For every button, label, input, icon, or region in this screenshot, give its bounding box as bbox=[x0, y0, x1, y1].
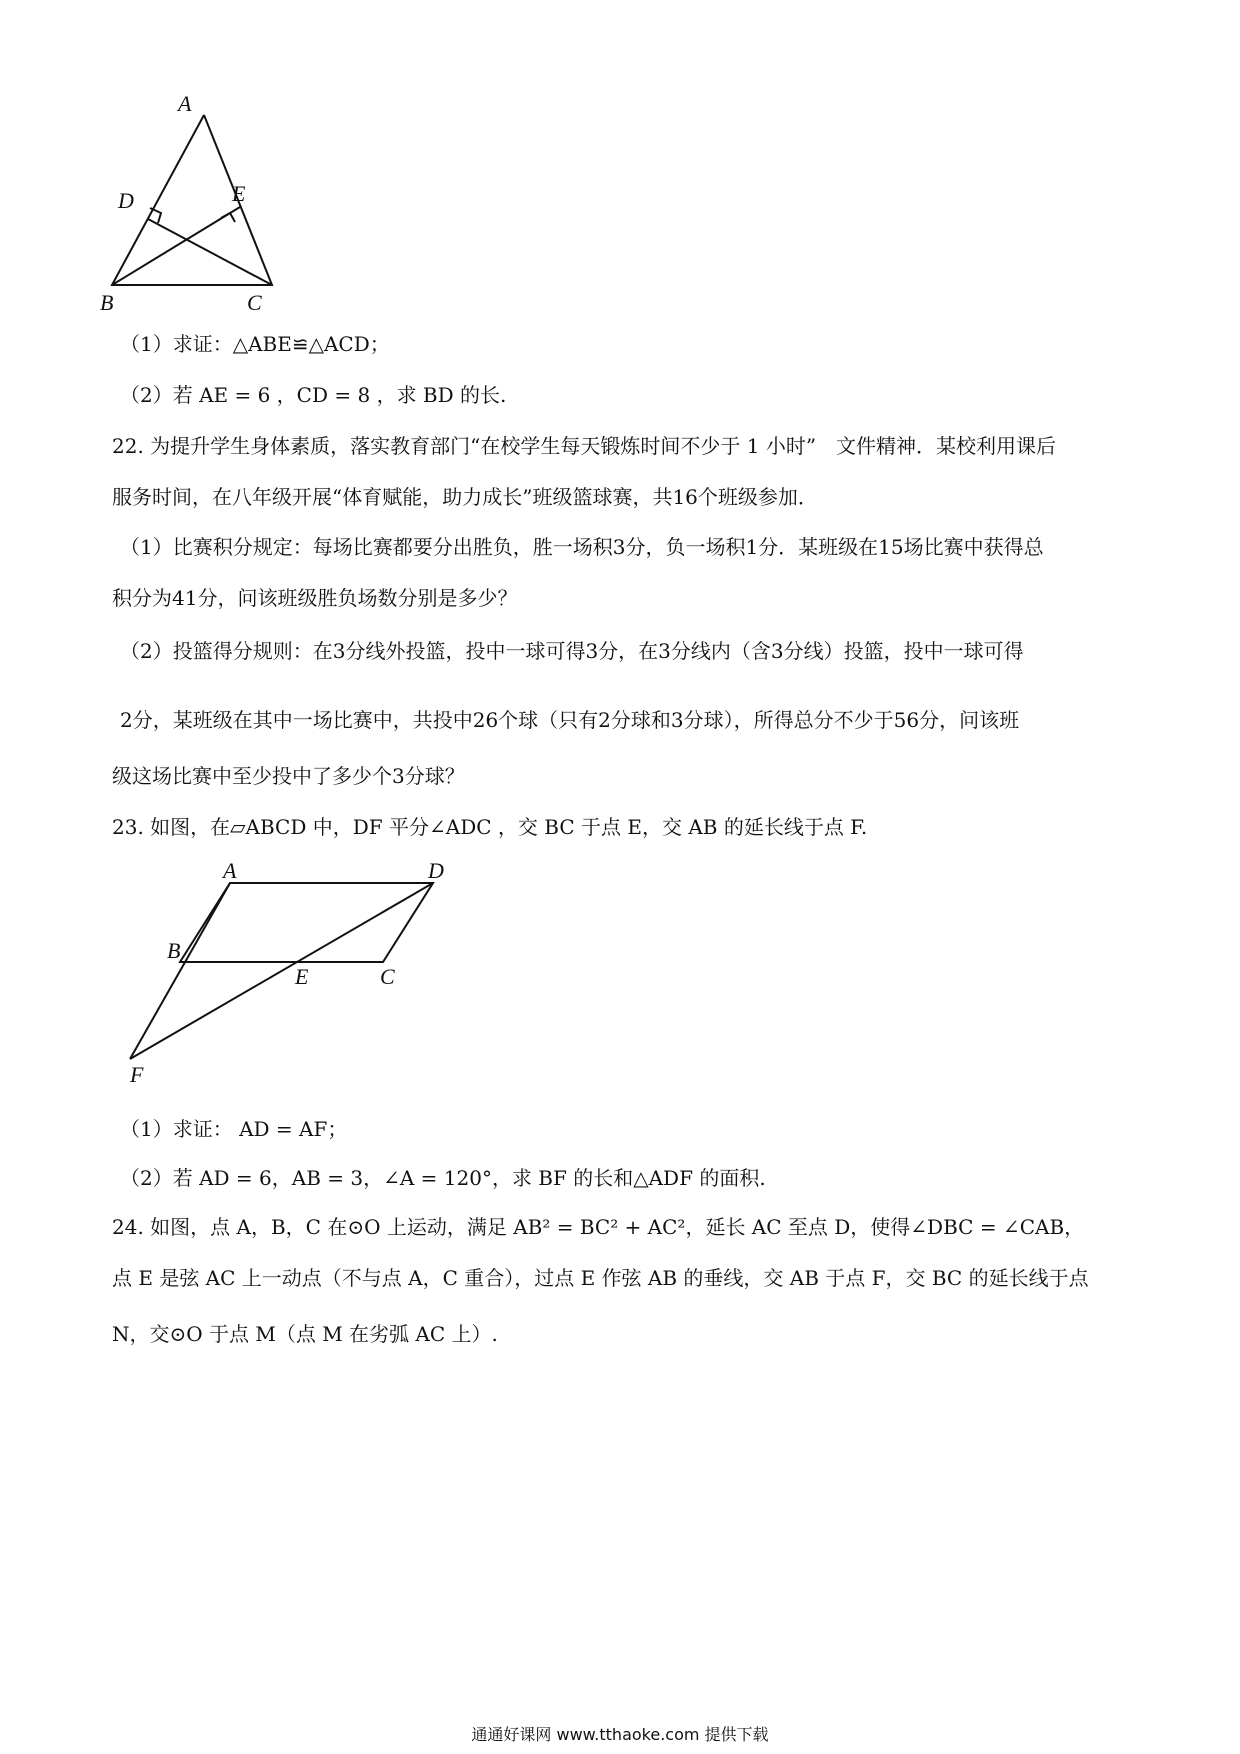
parallelogram-figure bbox=[115, 858, 465, 1088]
label-F: F bbox=[130, 1062, 144, 1087]
label-B: B bbox=[167, 938, 181, 963]
q21-part1: （1）求证：△ABE≌△ACD； bbox=[120, 332, 390, 356]
label-C: C bbox=[380, 964, 395, 989]
q24-line1: 24. 如图，点 A，B，C 在⊙O 上运动，满足 AB² = BC² + AC²，延长 AC 至点 D，使得∠DBC = ∠CAB， bbox=[112, 1215, 1085, 1239]
triangle-figure bbox=[100, 95, 320, 315]
q22-line2: 服务时间，在八年级开展“体育赋能，助力成长”班级篮球赛，共16个班级参加． bbox=[112, 485, 818, 509]
q22-part2-line3: 级这场比赛中至少投中了多少个3分球？ bbox=[112, 764, 465, 788]
label-E: E bbox=[295, 964, 309, 989]
q22-part2-line1: （2）投篮得分规则：在3分线外投篮，投中一球可得3分，在3分线内（含3分线）投篮，投中一球可得 bbox=[120, 639, 1024, 663]
q22-line1: 22. 为提升学生身体素质，落实教育部门“在校学生每天锻炼时间不少于 1 小时” 文件精神．某校利用课后 bbox=[112, 434, 1057, 458]
q22-part1-line1: （1）比赛积分规定：每场比赛都要分出胜负，胜一场积3分，负一场积1分．某班级在15场比赛中获得总 bbox=[120, 535, 1044, 559]
q21-part2: （2）若 AE = 6 ，CD = 8 ，求 BD 的长. bbox=[120, 383, 507, 407]
q23-part2: （2）若 AD = 6，AB = 3，∠A = 120°，求 BF 的长和△ADF 的面积. bbox=[120, 1166, 766, 1190]
q24-line2: 点 E 是弦 AC 上一动点（不与点 A，C 重合），过点 E 作弦 AB 的垂线，交 AB 于点 F，交 BC 的延长线于点 bbox=[112, 1266, 1089, 1290]
q22-part1-line2: 积分为41分，问该班级胜负场数分别是多少？ bbox=[112, 586, 518, 610]
page-footer: 通通好课网 www.tthaoke.com 提供下载 bbox=[471, 1725, 769, 1744]
label-D: D bbox=[118, 188, 134, 213]
label-B: B bbox=[100, 290, 114, 315]
q24-line3: N，交⊙O 于点 M（点 M 在劣弧 AC 上）. bbox=[112, 1322, 498, 1346]
label-A: A bbox=[223, 858, 237, 883]
label-D: D bbox=[428, 858, 444, 883]
q22-part2-line2: 2分，某班级在其中一场比赛中，共投中26个球（只有2分球和3分球），所得总分不少于56分，问该班 bbox=[120, 708, 1020, 732]
q23-line1: 23. 如图，在▱ABCD 中，DF 平分∠ADC ，交 BC 于点 E，交 AB 的延长线于点 F. bbox=[112, 815, 868, 839]
label-A: A bbox=[178, 95, 192, 116]
label-E: E bbox=[232, 181, 246, 206]
label-C: C bbox=[247, 290, 262, 315]
q23-part1: （1）求证： AD = AF； bbox=[120, 1117, 348, 1141]
